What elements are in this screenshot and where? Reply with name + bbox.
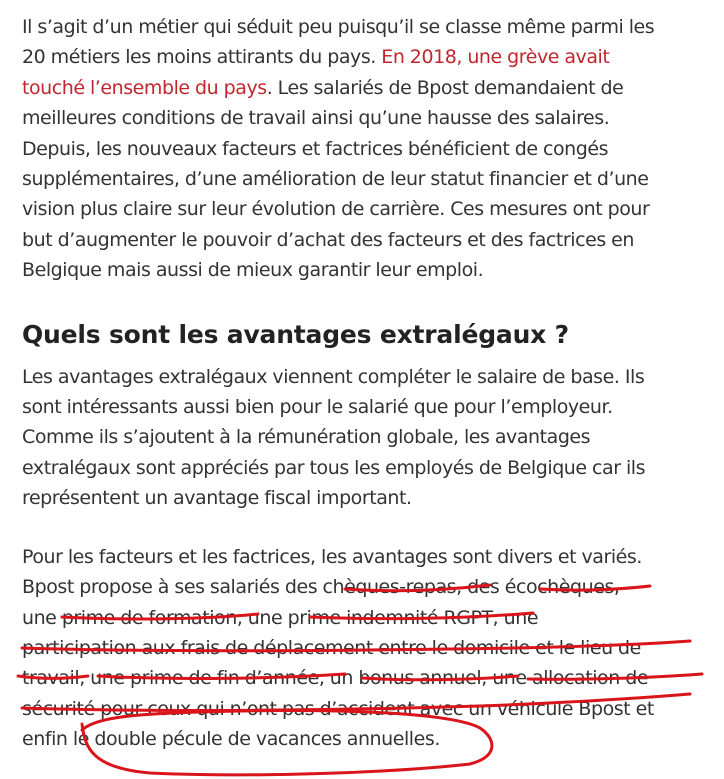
para1-line-8: but d’augmenter le pouvoir d’achat des facteurs et des factrices en <box>22 228 635 251</box>
para1-line-7: vision plus claire sur leur évolution de carrière. Ces mesures ont pour <box>22 198 650 221</box>
para1-line-6: supplémentaires, d’une amélioration de leur statut financier et d’une <box>22 168 649 191</box>
para3-line-5: travail, une prime de fin d’année, un bonus annuel, une allocation de <box>22 667 649 690</box>
para3-line-3: une prime de formation, une prime indemnité RGPT, une <box>22 606 539 629</box>
para3-line-1: Pour les facteurs et les factrices, les avantages sont divers et variés. <box>22 545 642 568</box>
strike-2018-link-part1[interactable]: En 2018, une grève avait <box>381 46 610 69</box>
para1-line-3-rest: . Les salariés de Bpost demandaient de <box>266 76 624 99</box>
para2-line-1: Les avantages extralégaux viennent compléter le salaire de base. Ils <box>22 365 645 388</box>
para3-line-7: enfin le double pécule de vacances annuelles. <box>22 728 440 751</box>
para1-line-9: Belgique mais aussi de mieux garantir leur emploi. <box>22 259 484 282</box>
para2-line-2: sont intéressants aussi bien pour le salarié que pour l’employeur. <box>22 396 613 419</box>
paragraph-intro <box>22 12 712 286</box>
paragraph-extralegal-intro <box>22 362 712 514</box>
para3-line-6: sécurité pour ceux qui n’ont pas d’accident avec un véhicule Bpost et <box>22 697 654 720</box>
para1-line-4: meilleures conditions de travail ainsi qu’une hausse des salaires. <box>22 107 610 130</box>
para1-line-5: Depuis, les nouveaux facteurs et factrices bénéficient de congés <box>22 137 609 160</box>
para1-line-1: Il s’agit d’un métier qui séduit peu puisqu’il se classe même parmi les <box>22 16 655 38</box>
para2-line-3: Comme ils s’ajoutent à la rémunération globale, les avantages <box>22 426 591 449</box>
paragraph-benefits-list <box>22 542 712 755</box>
article-body <box>22 12 712 755</box>
para2-line-5: représentent un avantage fiscal important. <box>22 487 412 510</box>
section-heading: Quels sont les avantages extralégaux ? <box>22 319 569 349</box>
para3-line-4: participation aux frais de déplacement entre le domicile et le lieu de <box>22 636 641 659</box>
para2-line-4: extralégaux sont appréciés par tous les employés de Belgique car ils <box>22 456 646 479</box>
strike-2018-link-part2[interactable]: touché l’ensemble du pays <box>22 76 267 99</box>
para3-line-2: Bpost propose à ses salariés des chèques-repas, des écochèques, <box>22 576 620 599</box>
para1-line-2: 20 métiers les moins attirants du pays. <box>22 46 382 69</box>
